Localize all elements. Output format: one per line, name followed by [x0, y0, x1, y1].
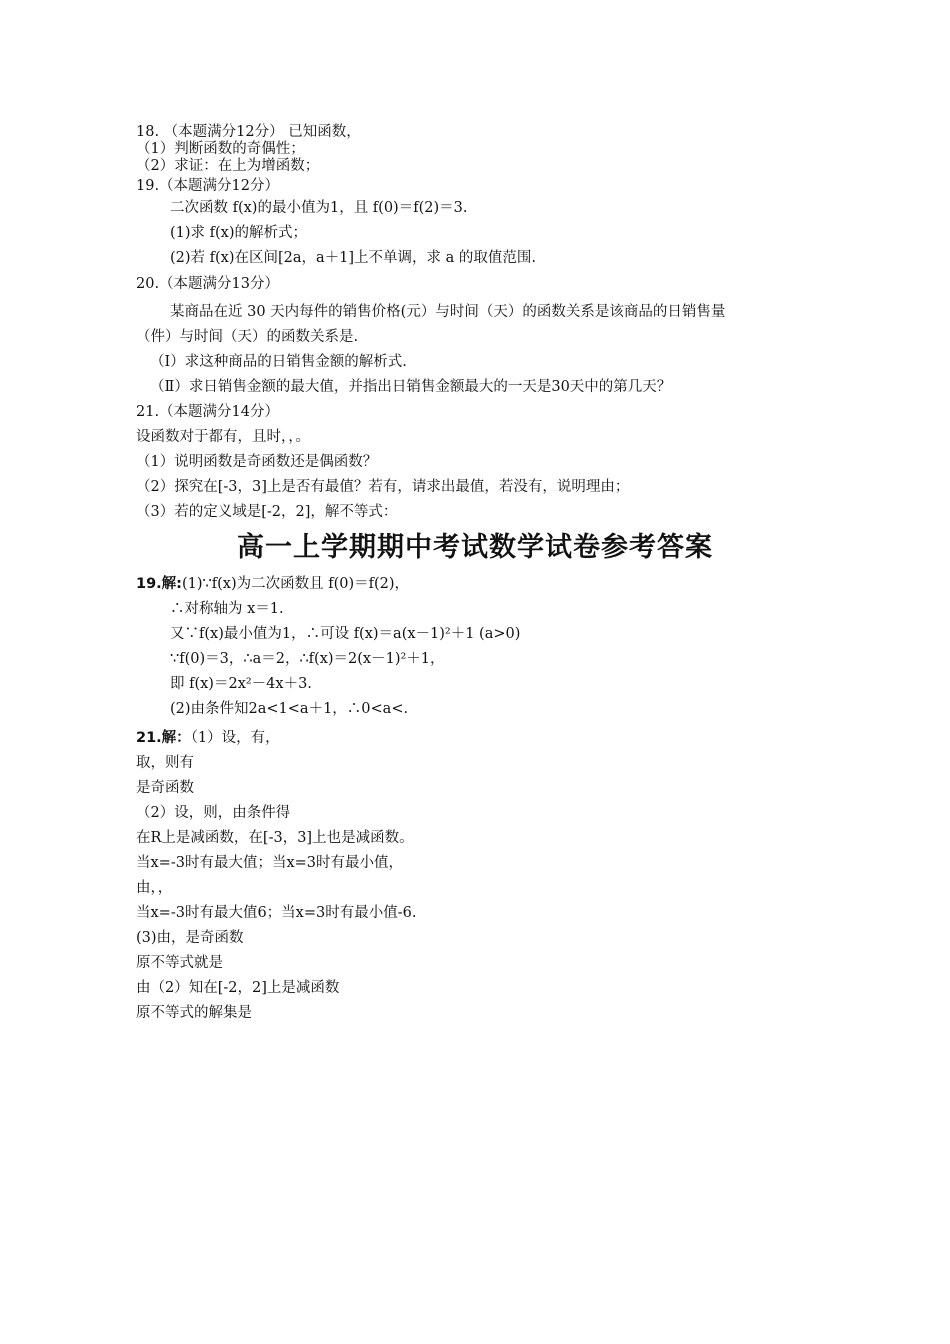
q21-stem: 设函数对于都有，且时，，。: [136, 429, 310, 445]
a21-line1: （1）设，有，: [190, 730, 280, 746]
a21-line7: 由，，: [136, 880, 173, 896]
q21-part1: （1）说明函数是奇函数还是偶函数？: [136, 454, 378, 470]
a19-line4: ∵f(0)＝3，∴a＝2，∴f(x)＝2(x－1)²＋1，: [170, 651, 445, 667]
a21-line4: （2）设，则，由条件得: [136, 805, 291, 821]
q20-part1: （Ⅰ）求这种商品的日销售金额的解析式.: [150, 354, 407, 370]
a19-label: 19.解:: [136, 576, 182, 592]
q19-part2: (2)若 f(x)在区间[2a，a＋1]上不单调，求 a 的取值范围.: [170, 250, 537, 266]
q19-stem: 二次函数 f(x)的最小值为1，且 f(0)＝f(2)＝3.: [170, 200, 468, 216]
a19-line3: 又∵f(x)最小值为1，∴可设 f(x)＝a(x－1)²＋1 (a>0): [170, 626, 521, 642]
a21-label: 21.解：: [136, 730, 191, 746]
a19-line1: (1)∵f(x)为二次函数且 f(0)＝f(2)，: [182, 576, 410, 592]
a21-line10: 原不等式就是: [136, 955, 223, 971]
q20-stem-line1: 某商品在近 30 天内每件的销售价格(元）与时间（天）的函数关系是该商品的日销售量: [170, 304, 726, 320]
a19-line6: (2)由条件知2a<1<a＋1，∴0<a<.: [170, 701, 409, 717]
q21-part3: （3）若的定义域是[-2，2]，解不等式：: [136, 504, 398, 520]
q19-part1: (1)求 f(x)的解析式；: [170, 225, 308, 241]
q20-header: 20.（本题满分13分）: [136, 276, 280, 292]
q21-header: 21.（本题满分14分）: [136, 404, 280, 420]
a21-line9: (3)由，是奇函数: [136, 930, 244, 946]
a21-line3: 是奇函数: [136, 780, 194, 796]
q19-header: 19.（本题满分12分）: [136, 178, 280, 194]
q20-part2: （Ⅱ）求日销售金额的最大值，并指出日销售金额最大的一天是30天中的第几天？: [150, 379, 672, 395]
a21-line5: 在R上是减函数，在[-3，3]上也是减函数。: [136, 830, 414, 846]
q18-part1: （1）判断函数的奇偶性；: [136, 141, 305, 157]
answer-title: 高一上学期期中考试数学试卷参考答案: [237, 532, 713, 563]
q20-stem-line2: （件）与时间（天）的函数关系是.: [136, 329, 359, 345]
q18-header: 18. （本题满分12分） 已知函数，: [136, 124, 361, 140]
q21-part2: （2）探究在[-3，3]上是否有最值？若有，请求出最值，若没有，说明理由；: [136, 479, 630, 495]
a19-line2: ∴对称轴为 x＝1.: [170, 601, 284, 617]
a21-line11: 由（2）知在[-2，2]上是减函数: [136, 980, 340, 996]
a21-line8: 当x=-3时有最大值6；当x=3时有最小值-6.: [136, 905, 417, 921]
a21-line12: 原不等式的解集是: [136, 1005, 252, 1021]
a21-line6: 当x=-3时有最大值；当x=3时有最小值，: [136, 855, 404, 871]
a21-line2: 取，则有: [136, 755, 194, 771]
a19-line5: 即 f(x)＝2x²－4x＋3.: [170, 676, 312, 692]
q18-part2: （2）求证：在上为增函数；: [136, 158, 320, 174]
